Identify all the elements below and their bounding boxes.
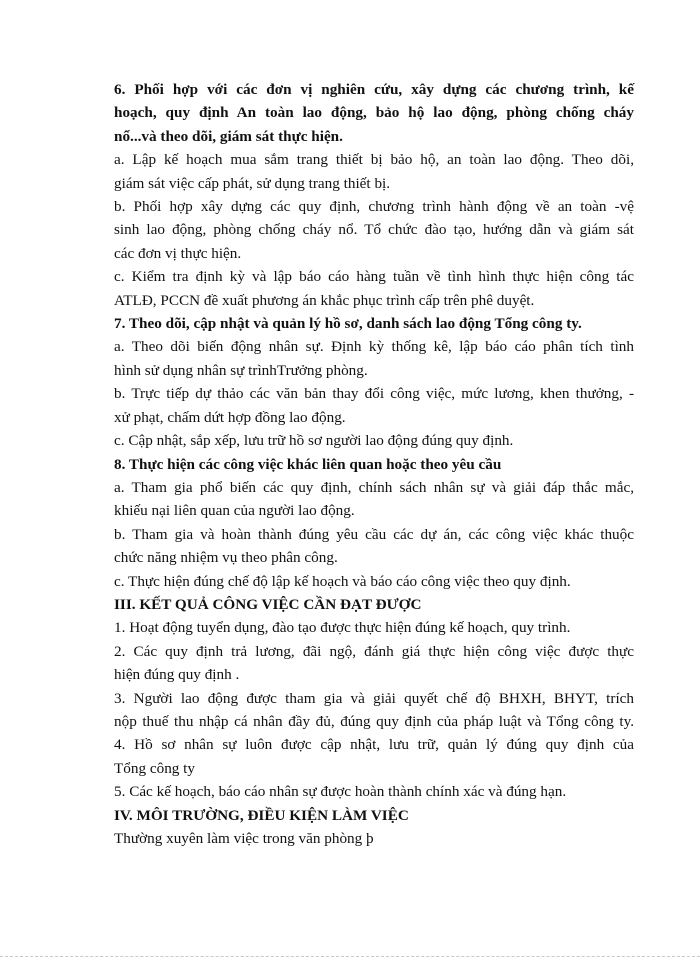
result-2-line-2: hiện đúng quy định . [114,666,240,684]
section-7-title: 7. Theo dõi, cập nhật và quản lý hồ sơ, danh sách lao động Tổng công ty. [114,315,582,333]
item-7b-line-2: xử phạt, chấm dứt hợp đồng lao động. [114,408,346,426]
item-6c-line-2: ATLĐ, PCCN đề xuất phương án khắc phục trình cấp trên phê duyệt. [114,291,535,309]
item-6b-line-2: sinh lao động, phòng chống cháy nổ. Tổ chức đào tạo, hướng dẫn và giám sát [114,221,634,239]
item-8b-line-2: chức năng nhiệm vụ theo phân công. [114,549,338,567]
item-7a-line-1: a. Theo dõi biến động nhân sự. Định kỳ thống kê, lập báo cáo phân tích tình [114,338,634,356]
item-8c: c. Thực hiện đúng chế độ lập kế hoạch và báo cáo công việc theo quy định. [114,572,571,590]
result-3-line-1: 3. Người lao động được tham gia và giải quyết chế độ BHXH, BHYT, trích [114,689,634,707]
item-8a-line-2: khiếu nại liên quan của người lao động. [114,502,355,520]
item-8a-line-1: a. Tham gia phổ biến các quy định, chính sách nhân sự và giải đáp thắc mắc, [114,478,634,496]
result-2-line-1: 2. Các quy định trả lương, đãi ngộ, đánh giá thực hiện công việc được thực [114,642,634,660]
item-6b-line-3: các đơn vị thực hiện. [114,244,242,262]
work-environment-text: Thường xuyên làm việc trong văn phòng þ [114,830,374,847]
section-6-title-line-3: nổ...và theo dõi, giám sát thực hiện. [114,127,343,145]
item-8b-line-1: b. Tham gia và hoàn thành đúng yêu cầu các dự án, các công việc khác thuộc [114,525,634,543]
item-6a-line-2: giám sát việc cấp phát, sử dụng trang thiết bị. [114,174,391,192]
section-8-title: 8. Thực hiện các công việc khác liên quan hoặc theo yêu cầu [114,455,502,473]
result-4-line-1: 4. Hồ sơ nhân sự luôn được cập nhật, lưu trữ, quản lý đúng quy định của [114,736,634,754]
result-5: 5. Các kế hoạch, báo cáo nhân sự được hoàn thành chính xác và đúng hạn. [114,783,567,801]
section-iii-heading: III. KẾT QUẢ CÔNG VIỆC CẦN ĐẠT ĐƯỢC [114,595,422,613]
section-6-title-line-1: 6. Phối hợp với các đơn vị nghiên cứu, xây dựng các chương trình, kế [114,81,634,98]
item-7c: c. Cập nhật, sắp xếp, lưu trữ hồ sơ người lao động đúng quy định. [114,432,514,450]
section-6-title-line-2: hoạch, quy định An toàn lao động, bảo hộ lao động, phòng chống cháy [114,104,634,122]
document-body [114,78,634,850]
result-4-line-2: Tổng công ty [114,759,195,777]
result-3-line-2: nộp thuế thu nhập cá nhân đầy đủ, đúng quy định của pháp luật và Tổng công ty. [114,712,634,730]
item-6a-line-1: a. Lập kế hoạch mua sắm trang thiết bị bảo hộ, an toàn lao động. Theo dõi, [114,151,634,169]
page-bottom-divider [0,956,700,957]
result-1: 1. Hoạt động tuyển dụng, đào tạo được thực hiện đúng kế hoạch, quy trình. [114,619,571,637]
item-7a-line-2: hình sử dụng nhân sự trìnhTrưởng phòng. [114,361,368,379]
item-6b-line-1: b. Phối hợp xây dựng các quy định, chương trình hành động về an toàn -vệ [114,198,634,216]
item-7b-line-1: b. Trực tiếp dự thảo các văn bản thay đổi công việc, mức lương, khen thưởng, - [114,385,634,403]
section-iv-heading: IV. MÔI TRƯỜNG, ĐIỀU KIỆN LÀM VIỆC [114,806,409,824]
item-6c-line-1: c. Kiểm tra định kỳ và lập báo cáo hàng tuần về tình hình thực hiện công tác [114,268,634,286]
